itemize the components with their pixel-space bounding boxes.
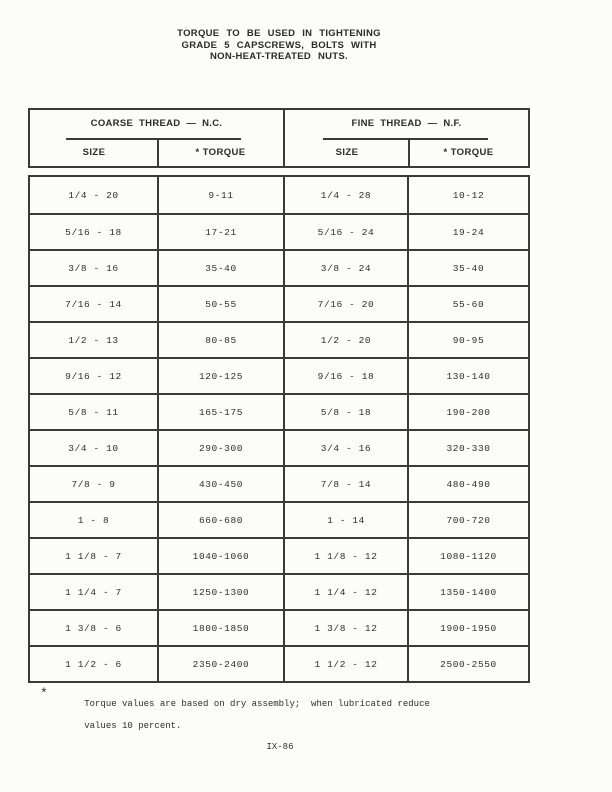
coarse-torque-cell: 17-21 [157, 215, 283, 249]
coarse-size-cell: 5/16 - 18 [65, 226, 122, 238]
fine-torque-cell: 2500-2550 [407, 647, 528, 681]
table-row [30, 609, 528, 645]
coarse-size-cell: 1 1/8 - 7 [65, 550, 122, 562]
coarse-torque-cell: 80-85 [157, 323, 283, 357]
fine-torque-cell: 480-490 [407, 467, 528, 501]
fine-size-cell: 9/16 - 18 [283, 359, 407, 393]
title-line-3: NON-HEAT-TREATED NUTS. [210, 51, 348, 62]
footnote-line-2: values 10 percent. [84, 721, 182, 731]
fine-torque-column-header: * TORQUE [443, 146, 494, 158]
torque-table-body [28, 175, 530, 683]
footnote-line-1: Torque values are based on dry assembly; when lubricated reduce [84, 699, 430, 709]
fine-size-cell: 1 1/4 - 12 [283, 575, 407, 609]
title-line-2: GRADE 5 CAPSCREWS, BOLTS WITH [181, 39, 377, 51]
page-title [0, 28, 558, 63]
fine-size-cell: 3/4 - 16 [283, 431, 407, 465]
fine-torque-cell: 1900-1950 [407, 611, 528, 645]
fine-torque-cell: 700-720 [407, 503, 528, 537]
coarse-size-cell: 3/8 - 16 [68, 262, 119, 274]
fine-torque-cell: 55-60 [407, 287, 528, 321]
fine-torque-cell: 1080-1120 [407, 539, 528, 573]
table-row [30, 429, 528, 465]
coarse-size-column-header: SIZE [82, 146, 106, 158]
coarse-size-cell: 1 - 8 [77, 514, 110, 526]
coarse-torque-cell: 1250-1300 [157, 575, 283, 609]
footnote-text [52, 688, 430, 743]
coarse-size-cell: 1 1/2 - 6 [65, 658, 122, 670]
fine-torque-cell: 130-140 [407, 359, 528, 393]
table-row [30, 357, 528, 393]
fine-torque-cell: 90-95 [407, 323, 528, 357]
fine-size-column-header: SIZE [335, 146, 359, 158]
coarse-torque-cell: 1800-1850 [157, 611, 283, 645]
fine-size-cell: 1 - 14 [283, 503, 407, 537]
coarse-size-cell: 7/16 - 14 [65, 298, 122, 310]
coarse-torque-cell: 120-125 [157, 359, 283, 393]
fine-subheader-row [285, 138, 528, 166]
fine-size-cell: 5/8 - 18 [283, 395, 407, 429]
coarse-torque-cell: 50-55 [157, 287, 283, 321]
coarse-size-cell: 7/8 - 9 [71, 478, 116, 490]
column-divider [157, 138, 159, 166]
coarse-size-cell: 1/4 - 20 [68, 189, 119, 201]
page-number: IX-86 [266, 742, 294, 752]
table-row [30, 321, 528, 357]
footnote [40, 688, 430, 743]
table-header [28, 108, 530, 168]
coarse-thread-header-section [30, 110, 285, 166]
table-row [30, 177, 528, 213]
fine-torque-cell: 1350-1400 [407, 575, 528, 609]
fine-size-cell: 3/8 - 24 [283, 251, 407, 285]
fine-torque-cell: 19-24 [407, 215, 528, 249]
coarse-size-cell: 9/16 - 12 [65, 370, 122, 382]
coarse-size-cell: 5/8 - 11 [68, 406, 119, 418]
fine-size-cell: 1/2 - 20 [283, 323, 407, 357]
coarse-torque-cell: 2350-2400 [157, 647, 283, 681]
fine-size-cell: 7/16 - 20 [283, 287, 407, 321]
fine-size-cell: 1 1/2 - 12 [283, 647, 407, 681]
table-row [30, 537, 528, 573]
fine-size-cell: 1 3/8 - 12 [283, 611, 407, 645]
asterisk-marker: * [40, 686, 48, 701]
coarse-torque-column-header: * TORQUE [195, 146, 246, 158]
table-row [30, 573, 528, 609]
fine-torque-cell: 320-330 [407, 431, 528, 465]
coarse-torque-cell: 660-680 [157, 503, 283, 537]
title-line-1: TORQUE TO BE USED IN TIGHTENING [177, 28, 381, 39]
coarse-torque-cell: 165-175 [157, 395, 283, 429]
coarse-size-cell: 1 1/4 - 7 [65, 586, 122, 598]
fine-torque-cell: 35-40 [407, 251, 528, 285]
coarse-torque-cell: 35-40 [157, 251, 283, 285]
table-row [30, 249, 528, 285]
fine-size-cell: 1 1/8 - 12 [283, 539, 407, 573]
fine-thread-header-section [285, 110, 528, 166]
coarse-torque-cell: 9-11 [157, 177, 283, 213]
coarse-size-cell: 1/2 - 13 [68, 334, 119, 346]
coarse-torque-cell: 1040-1060 [157, 539, 283, 573]
fine-torque-cell: 190-200 [407, 395, 528, 429]
table-row [30, 645, 528, 681]
table-row [30, 501, 528, 537]
fine-size-cell: 7/8 - 14 [283, 467, 407, 501]
fine-size-cell: 1/4 - 28 [283, 177, 407, 213]
fine-torque-cell: 10-12 [407, 177, 528, 213]
column-divider [408, 138, 410, 166]
table-row [30, 285, 528, 321]
coarse-size-cell: 3/4 - 10 [68, 442, 119, 454]
fine-thread-group-title: FINE THREAD — N.F. [351, 118, 462, 129]
table-row [30, 213, 528, 249]
coarse-torque-cell: 290-300 [157, 431, 283, 465]
fine-size-cell: 5/16 - 24 [283, 215, 407, 249]
table-row [30, 393, 528, 429]
coarse-thread-group-title: COARSE THREAD — N.C. [90, 118, 223, 129]
table-row [30, 465, 528, 501]
coarse-torque-cell: 430-450 [157, 467, 283, 501]
coarse-size-cell: 1 3/8 - 6 [65, 622, 122, 634]
